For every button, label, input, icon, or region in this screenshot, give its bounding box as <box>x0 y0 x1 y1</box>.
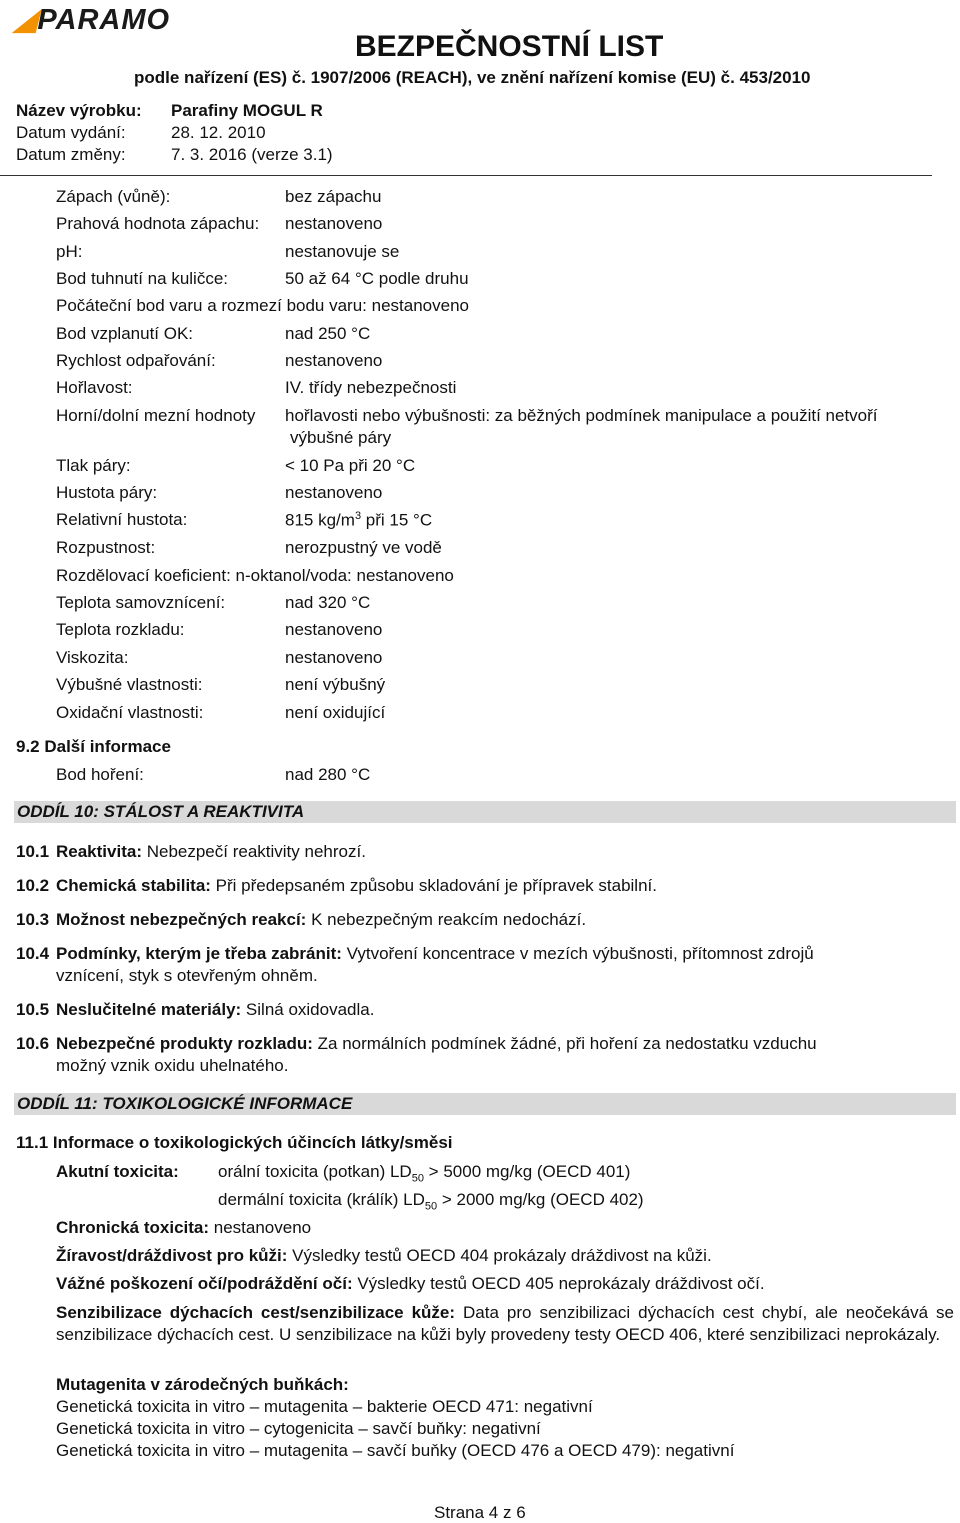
product-name-label: Název výrobku: <box>16 101 142 120</box>
issue-date-value: 28. 12. 2010 <box>171 123 266 142</box>
section-10-1: 10.1 Reaktivita: Nebezpečí reaktivity nehrozí. <box>16 842 366 861</box>
section-10-header: ODDÍL 10: STÁLOST A REAKTIVITA <box>14 801 956 823</box>
section-10-6: 10.6 Nebezpečné produkty rozkladu: Za normálních podmínek žádné, při hoření za nedostatku vzduchu možný vznik oxidu uhelnatého. <box>16 1034 817 1075</box>
chronic-toxicity-row: Chronická toxicita: nestanoveno <box>56 1218 312 1237</box>
acute-dermal-value: dermální toxicita (králík) $LD_{50} > 2000$ mg/kg (OECD 402) <box>218 1190 644 1213</box>
eye-damage-row: Vážné poškození očí/podráždění očí: Výsledky testů OECD 405 neprokázaly dráždivost očí. <box>56 1274 765 1293</box>
flammability-limits-row: Horní/dolní mezní hodnoty hořlavosti nebo výbušnosti: za běžných podmínek manipulace a použití netvoří <box>56 406 878 425</box>
property-row: Rozpustnost: nerozpustný ve vodě <box>56 538 442 557</box>
section-10-5: 10.5 Neslučitelné materiály: Silná oxidovadla. <box>16 1000 375 1019</box>
mutagenicity-line: Genetická toxicita in vitro – mutagenita – savčí buňky (OECD 476 a OECD 479): negativní <box>56 1441 735 1460</box>
section-9-2-heading: 9.2 Další informace <box>16 737 171 756</box>
acute-oral-value: orální toxicita (potkan) $LD_{50} > 5000$ mg/kg (OECD 401) <box>218 1162 631 1185</box>
mutagenicity-line: Genetická toxicita in vitro – cytogenicita – savčí buňky: negativní <box>56 1419 541 1438</box>
change-date-label: Datum změny: <box>16 145 126 164</box>
property-row: Teplota samovznícení: nad 320 °C <box>56 593 371 612</box>
property-row: Počáteční bod varu a rozmezí bodu varu: nestanoveno <box>56 296 469 315</box>
property-row: Výbušné vlastnosti: není výbušný <box>56 675 386 694</box>
skin-irritation-row: Žíravost/dráždivost pro kůži: Výsledky testů OECD 404 prokázaly dráždivost na kůži. <box>56 1246 712 1265</box>
property-row: Rychlost odpařování: nestanoveno <box>56 351 383 370</box>
property-row: Oxidační vlastnosti: není oxidující <box>56 703 386 722</box>
change-date-value: 7. 3. 2016 (verze 3.1) <box>171 145 333 164</box>
document-title: BEZPEČNOSTNÍ LIST <box>355 30 664 63</box>
property-row: Rozdělovací koeficient: n-oktanol/voda: nestanoveno <box>56 566 454 585</box>
property-row: pH: nestanovuje se <box>56 242 400 261</box>
product-name-row <box>16 101 323 121</box>
property-row: Prahová hodnota zápachu: nestanoveno <box>56 214 383 233</box>
section-10-2: 10.2 Chemická stabilita: Při předepsaném způsobu skladování je přípravek stabilní. <box>16 876 657 895</box>
regulation-line: podle nařízení (ES) č. 1907/2006 (REACH), ve znění nařízení komise (EU) č. 453/2010 <box>134 68 811 87</box>
mutagenicity-line: Genetická toxicita in vitro – mutagenita – bakterie OECD 471: negativní <box>56 1397 593 1416</box>
property-row: Teplota rozkladu: nestanoveno <box>56 620 383 639</box>
section-10-4: 10.4 Podmínky, kterým je třeba zabránit: Vytvoření koncentrace v mezích výbušnosti, přítomnost zdrojů vznícení, styk s otevřeným ohněm. <box>16 944 814 985</box>
property-row: Tlak páry: < 10 Pa při 20 °C <box>56 456 416 475</box>
acute-toxicity-row: Akutní toxicita: <box>56 1162 179 1181</box>
section-10-3: 10.3 Možnost nebezpečných reakcí: K nebezpečným reakcím nedochází. <box>16 910 587 929</box>
change-date-row <box>16 145 333 165</box>
logo-text: PARAMO <box>37 4 171 36</box>
page-number: Strana 4 z 6 <box>434 1503 526 1522</box>
sensitization-row: Senzibilizace dýchacích cest/senzibilizace kůže: Data pro senzibilizaci dýchacích cest chybí, ale neočekává se senzibilizace dýchacích cest. U senzibilizace na kůži byly provedeny testy OECD 406, které senzibilizaci neprokázaly. <box>56 1303 954 1344</box>
property-row: Zápach (vůně): bez zápachu <box>56 187 382 206</box>
section-11-header: ODDÍL 11: TOXIKOLOGICKÉ INFORMACE <box>14 1093 956 1115</box>
property-row: Viskozita: nestanoveno <box>56 648 383 667</box>
property-row: Hořlavost: IV. třídy nebezpečnosti <box>56 378 457 397</box>
burning-point-row: Bod hoření: nad 280 °C <box>56 765 371 784</box>
density-row: Relativní hustota: 815 $kg/m^3$ při 15 °C <box>56 510 433 530</box>
issue-date-label: Datum vydání: <box>16 123 126 142</box>
property-row: Hustota páry: nestanoveno <box>56 483 383 502</box>
mutagenicity-heading: Mutagenita v zárodečných buňkách: <box>56 1375 349 1394</box>
section-11-1-heading: 11.1 Informace o toxikologických účincích látky/směsi <box>16 1133 453 1152</box>
property-row: Bod vzplanutí OK: nad 250 °C <box>56 324 371 343</box>
property-row: Bod tuhnutí na kuličce: 50 až 64 °C podle druhu <box>56 269 469 288</box>
header-divider <box>0 175 932 176</box>
product-name-value: Parafiny MOGUL R <box>171 101 323 120</box>
issue-date-row <box>16 123 266 143</box>
flammability-limits-cont: výbušné páry <box>290 428 392 447</box>
company-logo <box>14 2 170 37</box>
logo-mark-icon: ◢ <box>14 4 38 36</box>
